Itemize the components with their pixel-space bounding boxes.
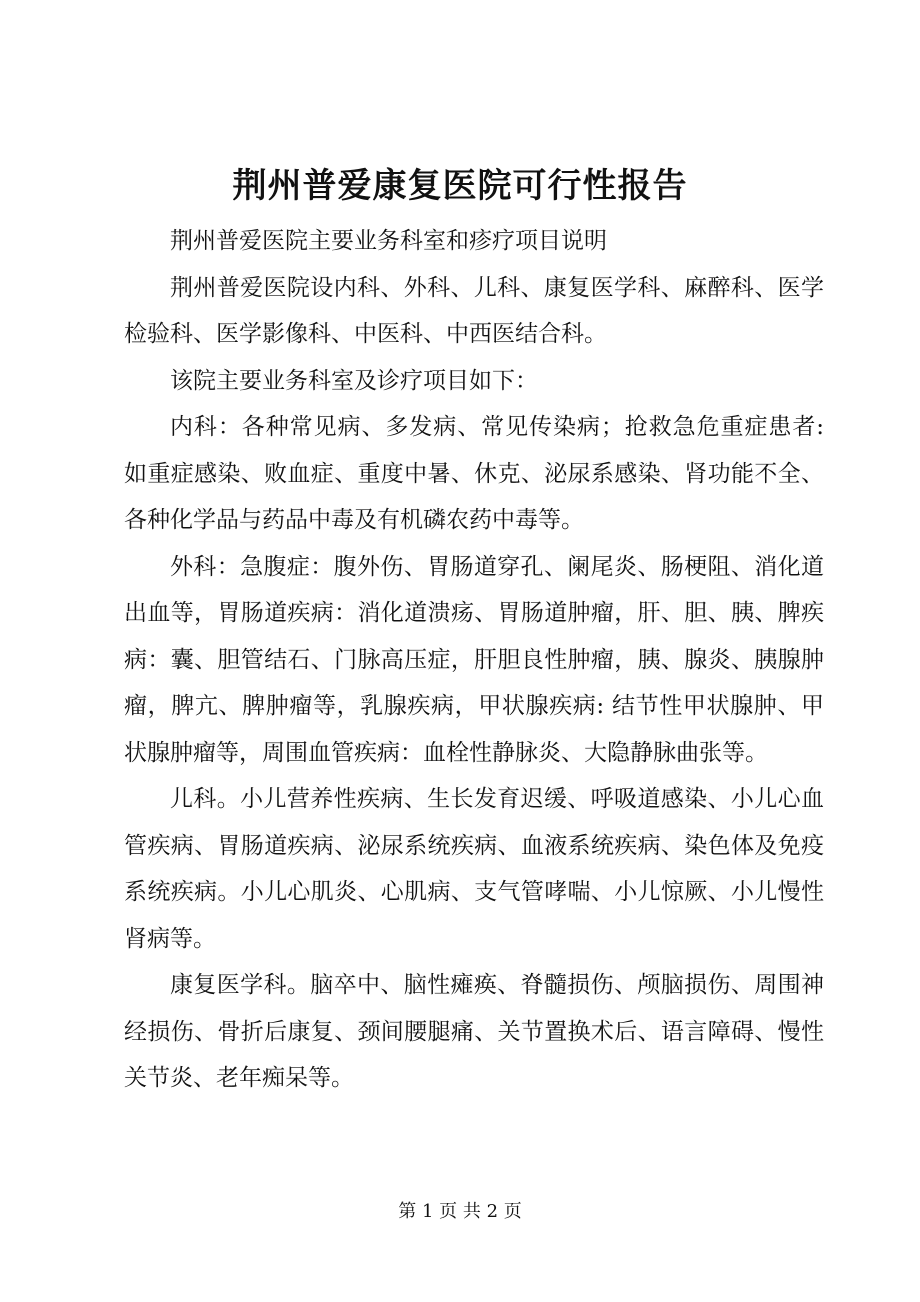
document-body [124,218,824,1102]
paragraph-rehabilitation: 康复医学科。脑卒中、脑性瘫痪、脊髓损伤、颅脑损伤、周围神经损伤、骨折后康复、颈间腰腿痛、关节置换术后、语言障碍、慢性关节炎、老年痴呆等。 [124,972,824,1091]
paragraph-internal-medicine: 内科：各种常见病、多发病、常见传染病；抢救急危重症患者: 如重症感染、败血症、重度中暑、休克、泌尿系感染、肾功能不全、各种化学品与药品中毒及有机磷农药中毒等。 [124,414,824,533]
paragraph-surgery: 外科：急腹症：腹外伤、胃肠道穿孔、阑尾炎、肠梗阻、消化道出血等，胃肠道疾病：消化道溃疡、胃肠道肿瘤，肝、胆、胰、脾疾病：囊、胆管结石、门脉高压症，肝胆良性肿瘤，胰、腺炎、胰腺肿瘤，脾亢、脾肿瘤等，乳腺疾病，甲状腺疾病: 结节性甲状腺肿、甲状腺肿瘤等，周围血管疾病：血栓性静脉炎、大隐静脉曲张等。 [124,553,824,766]
page-footer: 第 1 页 共 2 页 [398,1201,522,1222]
paragraph-subtitle: 荆州普爱医院主要业务科室和疹疗项目说明 [170,228,607,254]
paragraph-intro: 该院主要业务科室及诊疗项目如下： [170,367,538,394]
document-title: 荆州普爱康复医院可行性报告 [232,166,688,206]
paragraph-departments: 荆州普爱医院设内科、外科、儿科、康复医学科、麻醉科、医学检验科、医学影像科、中医科、中西医结合科。 [124,274,824,347]
paragraph-pediatrics: 儿科。小儿营养性疾病、生长发育迟缓、呼吸道感染、小儿心血管疾病、胃肠道疾病、泌尿系统疾病、血液系统疾病、染色体及免疫系统疾病。小儿心肌炎、心肌病、支气管哮喘、小儿惊厥、小儿慢性肾病等。 [124,786,824,952]
